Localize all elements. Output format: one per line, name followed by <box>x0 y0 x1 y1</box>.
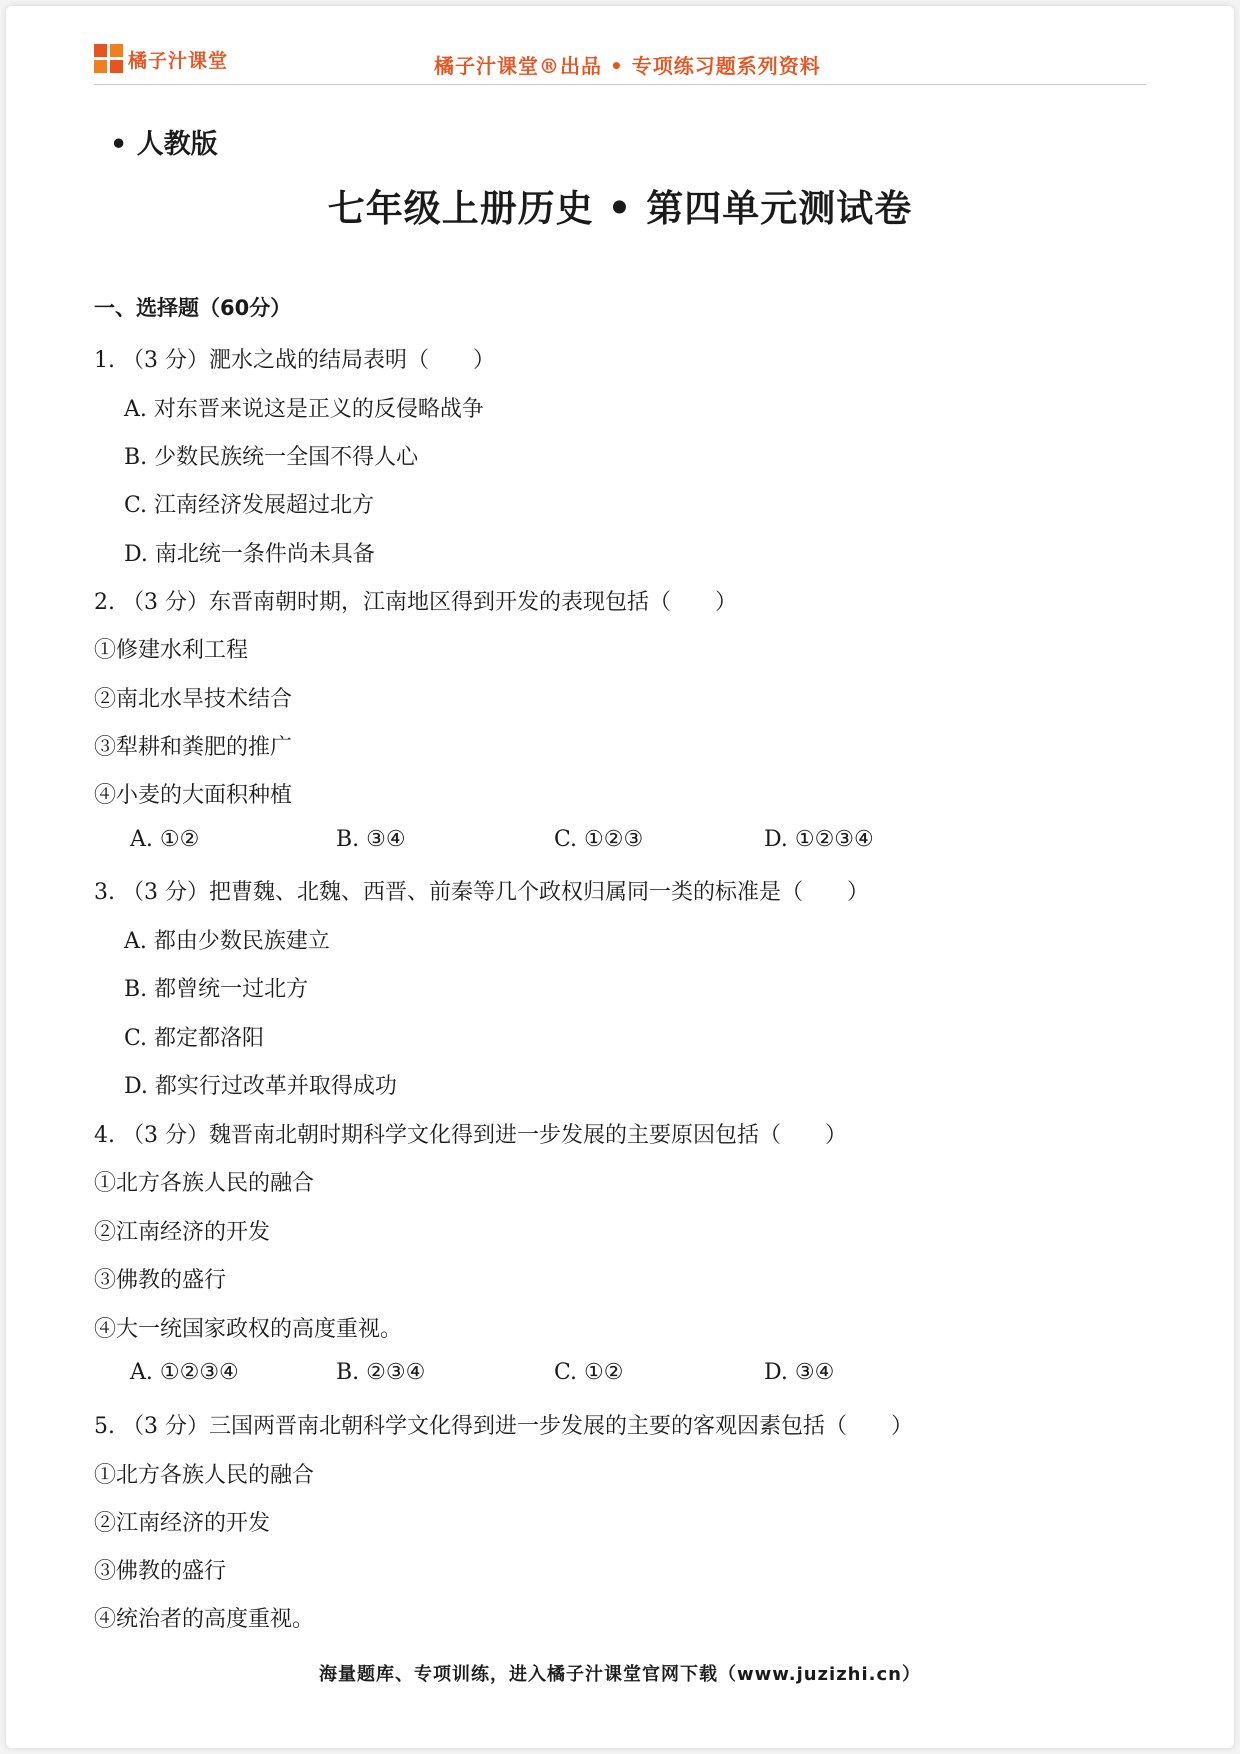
brand-logo <box>94 44 228 74</box>
logo-text: 橘子汁课堂 <box>128 49 229 72</box>
answer-option: B. ③④ <box>336 827 406 852</box>
question-stem: 1. （3 分）淝水之战的结局表明（ ） <box>94 348 495 373</box>
statement-item: ③犁耕和粪肥的推广 <box>94 735 293 760</box>
statement-item: ②江南经济的开发 <box>94 1220 271 1245</box>
footer-note: 海量题库、专项训练，进入橘子汁课堂官网下载（www.juzizhi.cn） <box>319 1664 921 1685</box>
statement-item: ①北方各族人民的融合 <box>94 1463 315 1488</box>
answer-option: D. 都实行过改革并取得成功 <box>124 1074 397 1099</box>
answer-option: C. 都定都洛阳 <box>124 1026 265 1051</box>
statement-item: ②南北水旱技术结合 <box>94 687 293 712</box>
answer-option: B. 都曾统一过北方 <box>124 977 309 1002</box>
statement-item: ③佛教的盛行 <box>94 1559 227 1584</box>
answer-option: B. 少数民族统一全国不得人心 <box>124 445 419 470</box>
answer-option: D. ③④ <box>764 1360 835 1385</box>
answer-option: C. ①②③ <box>554 827 644 852</box>
statement-item: ④统治者的高度重视。 <box>94 1607 315 1632</box>
section-heading: 一、选择题（60分） <box>94 296 292 320</box>
document-page <box>6 6 1234 1748</box>
answer-option: C. ①② <box>554 1360 624 1385</box>
question-stem: 3. （3 分）把曹魏、北魏、西晋、前秦等几个政权归属同一类的标准是（ ） <box>94 880 869 905</box>
answer-option: A. 都由少数民族建立 <box>124 929 330 954</box>
logo-squares-icon <box>94 44 124 74</box>
header-divider <box>94 84 1146 85</box>
answer-option: D. ①②③④ <box>764 827 874 852</box>
question-stem: 4. （3 分）魏晋南北朝时期科学文化得到进一步发展的主要原因包括（ ） <box>94 1123 847 1148</box>
answer-option: A. ①② <box>130 827 200 852</box>
statement-item: ①北方各族人民的融合 <box>94 1171 315 1196</box>
statement-item: ①修建水利工程 <box>94 638 249 663</box>
statement-item: ③佛教的盛行 <box>94 1268 227 1293</box>
question-stem: 2. （3 分）东晋南朝时期，江南地区得到开发的表现包括（ ） <box>94 590 737 615</box>
statement-item: ④小麦的大面积种植 <box>94 783 293 808</box>
question-stem: 5. （3 分）三国两晋南北朝科学文化得到进一步发展的主要的客观因素包括（ ） <box>94 1414 913 1439</box>
document-title: 七年级上册历史 • 第四单元测试卷 <box>327 186 913 230</box>
answer-option: A. 对东晋来说这是正义的反侵略战争 <box>124 397 484 422</box>
header-title: 橘子汁课堂®出品 • 专项练习题系列资料 <box>434 54 821 78</box>
answer-option: B. ②③④ <box>336 1360 426 1385</box>
answer-option: D. 南北统一条件尚未具备 <box>124 542 375 567</box>
edition-label: • 人教版 <box>110 129 218 160</box>
answer-option: C. 江南经济发展超过北方 <box>124 493 375 518</box>
answer-option: A. ①②③④ <box>130 1360 239 1385</box>
statement-item: ②江南经济的开发 <box>94 1511 271 1536</box>
statement-item: ④大一统国家政权的高度重视。 <box>94 1317 403 1342</box>
